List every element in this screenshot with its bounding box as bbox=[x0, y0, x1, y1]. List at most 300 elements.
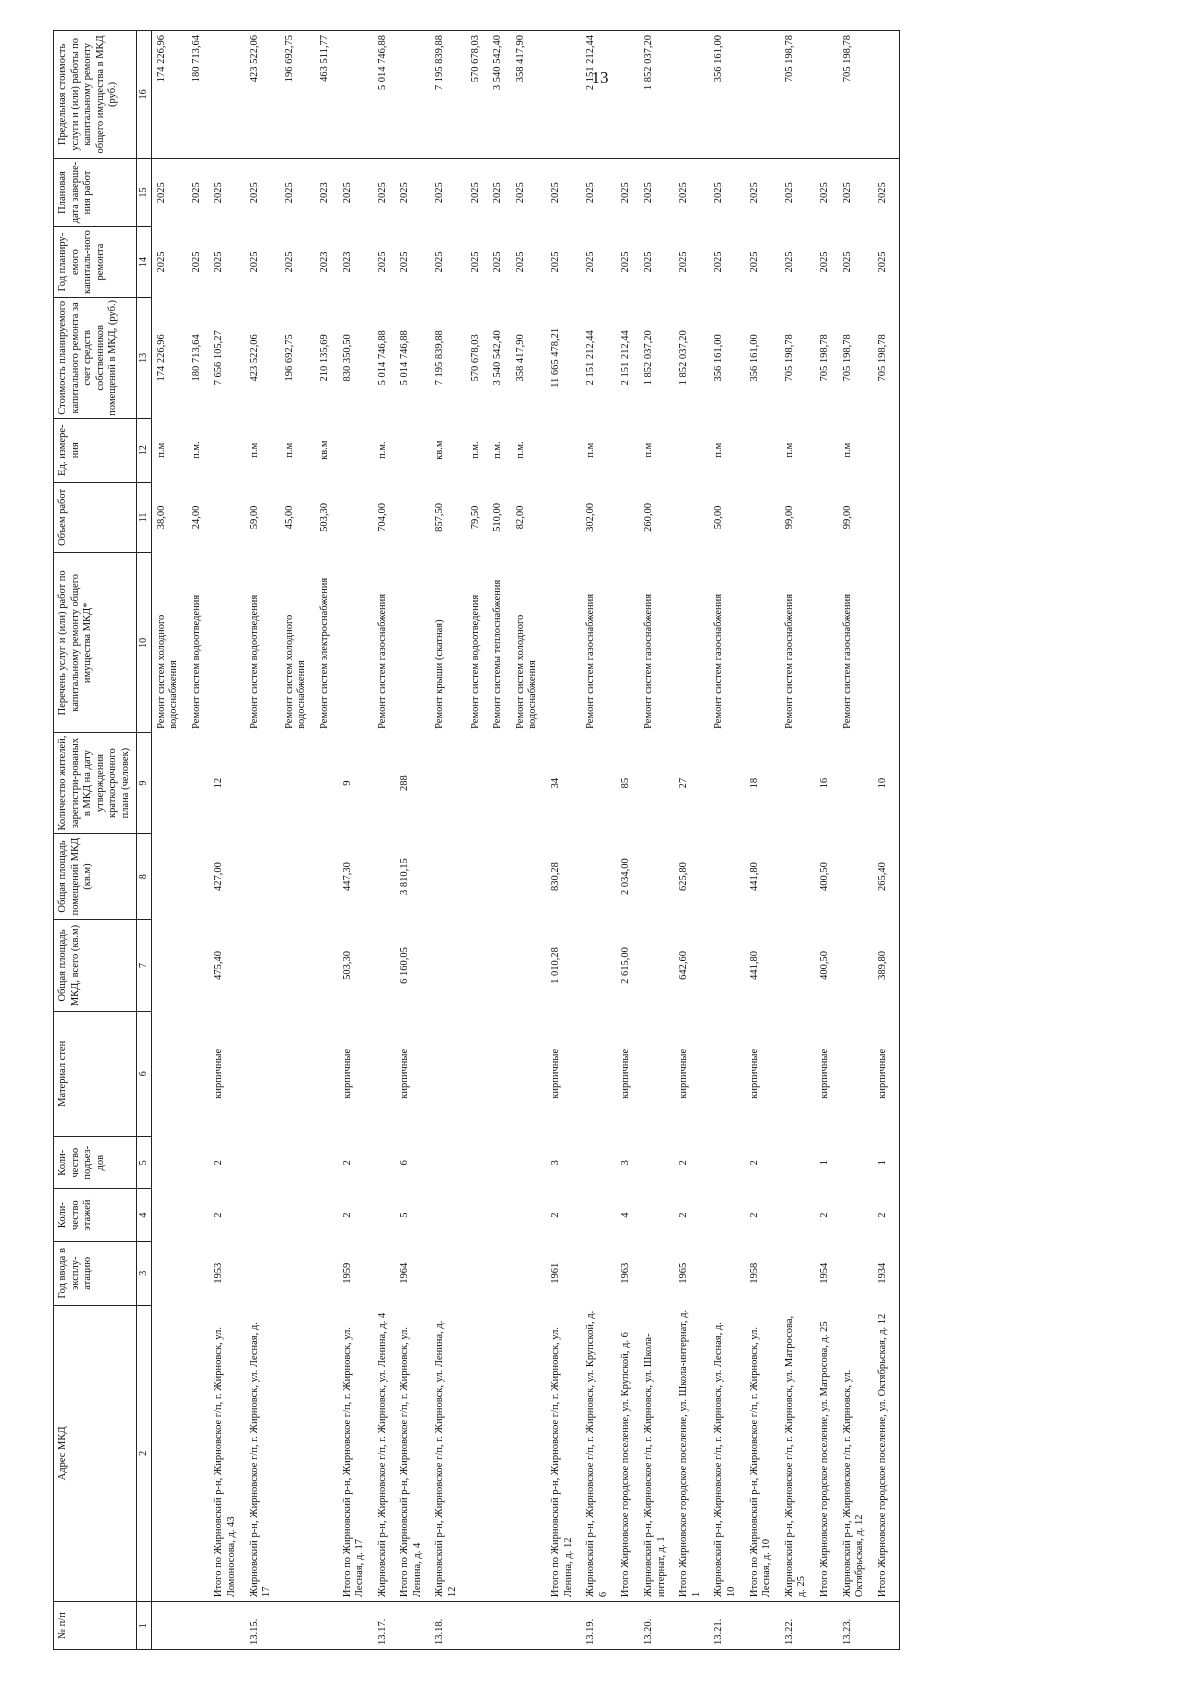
column-number: 5 bbox=[136, 1136, 151, 1188]
table-cell: 358 417,90 bbox=[514, 334, 526, 382]
table-cell: Жирновский р-н, Жирновское г/п, г. Жирновск, ул. Лесная, д. 10 bbox=[713, 1322, 737, 1598]
capital-repair-table bbox=[53, 30, 900, 1650]
table-cell: 830 350,50 bbox=[341, 334, 353, 382]
table-cell: 2025 bbox=[190, 182, 202, 204]
table-cell bbox=[639, 1241, 674, 1305]
table-cell bbox=[815, 31, 838, 159]
table-cell: 2025 bbox=[678, 182, 690, 204]
table-cell bbox=[338, 482, 373, 553]
table-row bbox=[373, 31, 396, 1650]
table-cell: Ремонт систем газоснабжения bbox=[376, 593, 388, 729]
table-cell: 174 226,96 bbox=[151, 31, 187, 159]
column-header: Коли-чество этажей bbox=[54, 1189, 137, 1241]
table-cell: 10 bbox=[873, 733, 900, 833]
table-cell bbox=[616, 31, 639, 159]
column-number: 11 bbox=[136, 482, 151, 553]
table-cell: 196 692,75 bbox=[280, 31, 315, 159]
table-cell: 2 bbox=[341, 1212, 353, 1218]
table-cell: Ремонт систем газоснабжения bbox=[585, 593, 597, 729]
column-header: Общая площадь МКД, всего (кв.м) bbox=[54, 920, 137, 1011]
table-cell bbox=[209, 31, 244, 159]
column-number: 14 bbox=[136, 227, 151, 298]
table-cell bbox=[187, 1602, 210, 1650]
table-cell bbox=[873, 31, 900, 159]
table-cell: 1958 bbox=[748, 1262, 760, 1284]
table-cell bbox=[639, 733, 674, 833]
table-row bbox=[511, 31, 546, 1650]
table-cell: 358 417,90 bbox=[511, 31, 546, 159]
table-cell bbox=[315, 733, 338, 833]
table-cell bbox=[873, 553, 900, 733]
table-cell bbox=[315, 1602, 338, 1650]
table-cell bbox=[373, 733, 396, 833]
table-cell: 3 bbox=[620, 1160, 632, 1166]
table-cell: 2025 bbox=[155, 182, 167, 204]
table-cell: 13.20. bbox=[639, 1602, 674, 1650]
table-cell bbox=[187, 1189, 210, 1241]
table-cell bbox=[315, 833, 338, 920]
table-cell bbox=[315, 1241, 338, 1305]
table-cell bbox=[546, 31, 581, 159]
table-cell bbox=[674, 31, 709, 159]
table-cell: 265,40 bbox=[873, 833, 900, 920]
table-cell bbox=[581, 1189, 616, 1241]
table-cell bbox=[430, 1189, 465, 1241]
table-cell: 705 198,78 bbox=[818, 334, 830, 382]
table-cell bbox=[616, 553, 639, 733]
table-cell: 3 810,15 bbox=[399, 858, 411, 895]
table-cell: 2025 bbox=[678, 251, 690, 273]
column-number-row bbox=[136, 31, 151, 1650]
table-cell: п.м. bbox=[376, 441, 388, 459]
table-cell: 2025 bbox=[873, 158, 900, 226]
table-cell bbox=[151, 1011, 187, 1136]
table-cell: 5 014 746,88 bbox=[399, 330, 411, 386]
table-cell: 1954 bbox=[818, 1262, 830, 1284]
table-cell: п.м bbox=[643, 442, 654, 458]
table-cell: 2025 bbox=[190, 251, 202, 273]
table-cell bbox=[511, 1305, 546, 1601]
table-cell bbox=[280, 833, 315, 920]
table-cell: 705 198,78 bbox=[838, 31, 873, 159]
table-cell: п.м. bbox=[190, 441, 202, 459]
table-row bbox=[430, 31, 465, 1650]
table-row bbox=[209, 31, 244, 1650]
table-cell bbox=[187, 920, 210, 1011]
table-cell bbox=[373, 1189, 396, 1241]
table-cell: Итого по Жирновский р-н, Жирновское г/п, г. Жирновск, ул. Ленина, д. 12 bbox=[550, 1327, 574, 1598]
table-cell: Итого по Жирновский р-н, Жирновское г/п, г. Жирновск, ул. Лесная, д. 17 bbox=[341, 1327, 366, 1598]
table-cell: кирпичные bbox=[748, 1048, 760, 1099]
table-cell: 389,80 bbox=[873, 920, 900, 1011]
table-row bbox=[315, 31, 338, 1650]
table-cell: Ремонт систем холодного водоснабжения bbox=[283, 614, 308, 729]
column-number: 13 bbox=[136, 297, 151, 418]
table-cell bbox=[511, 1136, 546, 1188]
table-cell bbox=[280, 1602, 315, 1650]
column-number: 12 bbox=[136, 418, 151, 482]
table-cell: Итого Жирновское городское поселение, ул. Матросова, д. 25 bbox=[818, 1321, 830, 1598]
table-cell bbox=[338, 1602, 373, 1650]
table-cell: 2025 bbox=[155, 251, 167, 273]
table-cell bbox=[546, 482, 581, 553]
table-cell bbox=[395, 482, 430, 553]
table-cell bbox=[745, 553, 780, 733]
table-cell bbox=[639, 1136, 674, 1188]
column-header: Коли-чество подъез-дов bbox=[54, 1136, 137, 1188]
table-cell bbox=[639, 1189, 674, 1241]
table-cell bbox=[245, 1136, 280, 1188]
table-cell: кирпичные bbox=[620, 1048, 632, 1099]
table-cell: 2025 bbox=[514, 251, 526, 273]
table-cell bbox=[187, 1305, 210, 1601]
table-row bbox=[187, 31, 210, 1650]
table-cell bbox=[209, 482, 244, 553]
table-cell bbox=[373, 920, 396, 1011]
table-cell bbox=[838, 1189, 873, 1241]
column-header: Материал стен bbox=[54, 1011, 137, 1136]
table-cell: 2 bbox=[550, 1212, 562, 1218]
table-cell: 2 bbox=[678, 1160, 690, 1166]
table-cell bbox=[315, 1305, 338, 1601]
table-cell bbox=[373, 1241, 396, 1305]
table-cell: 50,00 bbox=[713, 505, 725, 530]
table-cell: 1965 bbox=[678, 1262, 690, 1284]
table-cell: Ремонт системы теплоснабжения bbox=[492, 579, 504, 729]
table-row bbox=[581, 31, 616, 1650]
table-cell bbox=[780, 833, 815, 920]
table-row bbox=[280, 31, 315, 1650]
table-cell bbox=[466, 1136, 489, 1188]
table-row bbox=[151, 31, 187, 1650]
table-cell: 196 692,75 bbox=[283, 334, 295, 382]
table-cell: 2025 bbox=[873, 227, 900, 298]
table-cell: 24,00 bbox=[190, 505, 202, 530]
table-cell bbox=[209, 418, 244, 482]
table-cell: 400,50 bbox=[818, 862, 830, 891]
table-cell: 260,00 bbox=[643, 502, 654, 532]
table-cell: 2025 bbox=[841, 182, 853, 204]
column-number: 10 bbox=[136, 553, 151, 733]
table-cell bbox=[780, 733, 815, 833]
table-cell bbox=[815, 1602, 838, 1650]
table-cell bbox=[581, 1136, 616, 1188]
table-cell: 475,40 bbox=[213, 951, 225, 980]
table-cell bbox=[639, 1011, 674, 1136]
table-cell: 1961 bbox=[550, 1262, 562, 1284]
table-cell bbox=[639, 833, 674, 920]
table-cell: 2 bbox=[213, 1212, 225, 1218]
table-cell: 210 135,69 bbox=[318, 334, 330, 382]
table-cell: кирпичные bbox=[873, 1011, 900, 1136]
table-cell: 2025 bbox=[341, 182, 353, 204]
table-cell: Ремонт систем газоснабжения bbox=[841, 593, 853, 729]
table-cell: 2025 bbox=[550, 251, 562, 273]
table-cell bbox=[209, 553, 244, 733]
table-cell bbox=[709, 920, 744, 1011]
table-cell bbox=[674, 1602, 709, 1650]
table-cell: п.м bbox=[283, 442, 295, 458]
table-cell: 2025 bbox=[550, 182, 562, 204]
table-cell: 13.15. bbox=[245, 1602, 280, 1650]
table-cell bbox=[511, 733, 546, 833]
table-cell: 9 bbox=[341, 780, 353, 786]
table-row bbox=[745, 31, 780, 1650]
table-cell: 288 bbox=[399, 775, 411, 791]
table-cell: Ремонт систем холодного водоснабжения bbox=[514, 614, 539, 729]
table-cell bbox=[466, 1011, 489, 1136]
table-cell: 2025 bbox=[620, 182, 632, 204]
table-cell: 1953 bbox=[213, 1262, 225, 1284]
table-cell bbox=[245, 833, 280, 920]
table-cell bbox=[488, 1602, 511, 1650]
table-cell: 2025 bbox=[376, 251, 388, 273]
column-number: 6 bbox=[136, 1011, 151, 1136]
table-header-row bbox=[54, 31, 137, 1650]
table-cell bbox=[511, 1602, 546, 1650]
table-cell: 13.18. bbox=[430, 1602, 465, 1650]
table-cell: 3 540 542,40 bbox=[492, 330, 504, 386]
table-cell: 1934 bbox=[873, 1241, 900, 1305]
table-cell: Итого Жирновское городское поселение, ул. Школа-интернат, д. 1 bbox=[678, 1309, 702, 1598]
table-cell bbox=[187, 1136, 210, 1188]
table-cell: 18 bbox=[748, 777, 760, 789]
table-cell: п.м bbox=[585, 442, 597, 458]
table-cell bbox=[280, 733, 315, 833]
table-cell: 705 198,78 bbox=[780, 31, 815, 159]
table-cell: 503,30 bbox=[341, 951, 353, 980]
table-cell bbox=[430, 833, 465, 920]
table-cell bbox=[280, 1136, 315, 1188]
table-cell bbox=[187, 1011, 210, 1136]
table-cell: 705 198,78 bbox=[873, 297, 900, 418]
table-cell: 2025 bbox=[818, 182, 830, 204]
table-cell: Ремонт систем водоотведения bbox=[248, 594, 260, 729]
table-cell: 510,00 bbox=[492, 502, 504, 532]
table-cell: 2025 bbox=[283, 182, 295, 204]
table-cell bbox=[838, 833, 873, 920]
table-cell: 5 014 746,88 bbox=[373, 31, 396, 159]
table-cell: 441,80 bbox=[748, 862, 760, 891]
table-cell bbox=[511, 1189, 546, 1241]
table-cell: 2025 bbox=[748, 251, 760, 273]
table-row bbox=[639, 31, 674, 1650]
table-cell: 1959 bbox=[341, 1262, 353, 1284]
table-cell: 2 bbox=[748, 1212, 760, 1218]
table-cell: п.м. bbox=[469, 441, 481, 459]
table-cell bbox=[338, 553, 373, 733]
table-cell: 34 bbox=[550, 777, 562, 789]
column-number: 1 bbox=[136, 1602, 151, 1650]
table-cell bbox=[187, 1241, 210, 1305]
table-cell: 99,00 bbox=[783, 505, 795, 530]
table-cell bbox=[815, 418, 838, 482]
table-cell: Ремонт систем водоотведения bbox=[190, 594, 202, 729]
table-cell: Итого по Жирновский р-н, Жирновское г/п, г. Жирновск, ул. Ленина, д. 4 bbox=[399, 1327, 423, 1598]
table-cell bbox=[780, 1189, 815, 1241]
table-row bbox=[395, 31, 430, 1650]
table-cell: 2 bbox=[213, 1160, 225, 1166]
table-cell: 356 161,00 bbox=[713, 334, 725, 382]
table-cell bbox=[581, 1241, 616, 1305]
table-cell: 13.21. bbox=[709, 1602, 744, 1650]
column-number: 4 bbox=[136, 1189, 151, 1241]
table-cell: 180 713,64 bbox=[190, 334, 202, 382]
table-cell bbox=[373, 833, 396, 920]
table-cell: 356 161,00 bbox=[709, 31, 744, 159]
table-cell: Ремонт систем газоснабжения bbox=[643, 593, 654, 729]
table-cell bbox=[187, 733, 210, 833]
table-cell bbox=[815, 482, 838, 553]
table-cell bbox=[709, 1136, 744, 1188]
table-cell: Жирновский р-н, Жирновское г/п, г. Жирновск, ул. Ленина, д. 4 bbox=[376, 1312, 388, 1598]
table-cell bbox=[395, 31, 430, 159]
table-cell bbox=[151, 733, 187, 833]
table-row bbox=[245, 31, 280, 1650]
table-cell: Итого по Жирновский р-н, Жирновское г/п, г. Жирновск, ул. Ломоносова, д. 43 bbox=[213, 1327, 237, 1598]
table-cell bbox=[546, 418, 581, 482]
table-cell: 7 656 105,27 bbox=[213, 330, 225, 386]
table-cell bbox=[674, 418, 709, 482]
table-cell: п.м bbox=[155, 442, 167, 458]
table-body bbox=[151, 31, 900, 1650]
table-cell: п.м bbox=[713, 442, 725, 458]
table-cell bbox=[745, 482, 780, 553]
table-cell bbox=[709, 1241, 744, 1305]
table-cell: 5 014 746,88 bbox=[376, 330, 388, 386]
table-cell bbox=[466, 1241, 489, 1305]
table-cell: 6 160,05 bbox=[399, 947, 411, 984]
table-cell bbox=[488, 1305, 511, 1601]
table-cell: Итого Жирновское городское поселение, ул. Крупской, д. 6 bbox=[620, 1332, 632, 1598]
table-cell bbox=[581, 733, 616, 833]
table-cell: 1 010,28 bbox=[550, 947, 562, 984]
table-cell bbox=[581, 833, 616, 920]
table-cell bbox=[488, 733, 511, 833]
table-cell: 7 195 839,88 bbox=[430, 31, 465, 159]
table-cell bbox=[780, 920, 815, 1011]
table-row bbox=[838, 31, 873, 1650]
table-cell bbox=[873, 1602, 900, 1650]
table-cell: 400,50 bbox=[818, 951, 830, 980]
table-cell bbox=[511, 1011, 546, 1136]
column-number: 16 bbox=[136, 31, 151, 159]
table-cell: 642,60 bbox=[678, 951, 690, 980]
table-cell: 13.17. bbox=[373, 1602, 396, 1650]
table-cell: 2025 bbox=[713, 182, 725, 204]
table-cell: 2 bbox=[748, 1160, 760, 1166]
table-cell: кирпичные bbox=[678, 1048, 690, 1099]
table-cell: Жирновский р-н, Жирновское г/п, г. Жирновск, ул. Школа-интернат, д. 1 bbox=[643, 1333, 667, 1598]
table-cell: 423 522,06 bbox=[245, 31, 280, 159]
table-cell bbox=[838, 920, 873, 1011]
column-header: № п/п bbox=[54, 1602, 137, 1650]
table-cell: 570 678,03 bbox=[469, 334, 481, 382]
table-cell bbox=[280, 1189, 315, 1241]
table-cell: 356 161,00 bbox=[748, 334, 760, 382]
table-row bbox=[616, 31, 639, 1650]
table-cell: Итого Жирновское городское поселение, ул. Октябрьская, д. 12 bbox=[873, 1305, 900, 1601]
table-cell bbox=[466, 733, 489, 833]
table-row bbox=[488, 31, 511, 1650]
table-cell bbox=[280, 1011, 315, 1136]
table-cell bbox=[245, 1241, 280, 1305]
table-cell: 2025 bbox=[748, 182, 760, 204]
table-cell: 6 bbox=[399, 1160, 411, 1166]
table-cell: 79,50 bbox=[469, 505, 481, 530]
column-number: 15 bbox=[136, 158, 151, 226]
table-cell: 16 bbox=[818, 777, 830, 789]
column-number: 3 bbox=[136, 1241, 151, 1305]
table-cell: 2025 bbox=[376, 182, 388, 204]
table-cell: 830,28 bbox=[550, 862, 562, 891]
column-header: Год планиру-емого капиталь-ного ремонта bbox=[54, 227, 137, 298]
table-cell bbox=[430, 920, 465, 1011]
table-cell: 2 bbox=[678, 1212, 690, 1218]
table-cell bbox=[709, 733, 744, 833]
table-cell bbox=[209, 1602, 244, 1650]
table-cell bbox=[838, 733, 873, 833]
table-cell: кирпичные bbox=[399, 1048, 411, 1099]
table-cell bbox=[639, 920, 674, 1011]
column-header: Общая площадь помещений МКД (кв.м) bbox=[54, 833, 137, 920]
table-cell: 2025 bbox=[248, 182, 260, 204]
table-cell: 2 151 212,44 bbox=[620, 330, 632, 386]
table-cell: 1 bbox=[873, 1136, 900, 1188]
table-cell: 5 bbox=[399, 1212, 411, 1218]
table-cell: 705 198,78 bbox=[841, 334, 853, 382]
table-cell bbox=[151, 1241, 187, 1305]
table-cell: 2 615,00 bbox=[620, 947, 632, 984]
table-cell bbox=[511, 920, 546, 1011]
table-cell: 7 195 839,88 bbox=[434, 330, 446, 386]
column-header: Предельная стоимость услуги и (или) работы по капитальному ремонту общего имущества в МКД (руб.) bbox=[54, 31, 137, 159]
table-cell: 1 852 037,20 bbox=[643, 330, 654, 386]
table-cell: 2025 bbox=[783, 182, 795, 204]
table-cell bbox=[488, 1136, 511, 1188]
column-number: 7 bbox=[136, 920, 151, 1011]
table-cell bbox=[838, 1241, 873, 1305]
table-cell: 2025 bbox=[783, 251, 795, 273]
table-cell bbox=[395, 418, 430, 482]
table-cell: 302,00 bbox=[585, 502, 597, 532]
table-cell: 2023 bbox=[318, 182, 330, 204]
table-cell bbox=[466, 833, 489, 920]
table-cell: 3 540 542,40 bbox=[488, 31, 511, 159]
table-cell: 2 bbox=[818, 1212, 830, 1218]
table-cell: 13.19. bbox=[581, 1602, 616, 1650]
table-cell: п.м. bbox=[514, 441, 526, 459]
column-header: Адрес МКД bbox=[54, 1305, 137, 1601]
table-cell: кирпичные bbox=[550, 1048, 562, 1099]
table-cell bbox=[280, 1241, 315, 1305]
table-cell: 441,80 bbox=[748, 951, 760, 980]
table-cell bbox=[745, 1602, 780, 1650]
table-cell: Жирновский р-н, Жирновское г/п, г. Жирновск, ул. Ленина, д. 12 bbox=[434, 1320, 459, 1598]
table-cell: кирпичные bbox=[213, 1048, 225, 1099]
table-cell: 3 bbox=[550, 1160, 562, 1166]
table-cell: 99,00 bbox=[841, 505, 853, 530]
table-cell bbox=[466, 1602, 489, 1650]
table-cell: 4 bbox=[620, 1212, 632, 1218]
table-cell: 2025 bbox=[643, 182, 654, 204]
table-cell: 423 522,06 bbox=[248, 334, 260, 382]
table-cell: Ремонт систем газоснабжения bbox=[713, 593, 725, 729]
column-header: Стоимость планируемого капитального ремонта за счет средств собственников помещений в МКД, (руб.) bbox=[54, 297, 137, 418]
table-cell: 1 852 037,20 bbox=[678, 330, 690, 386]
table-cell bbox=[280, 920, 315, 1011]
table-cell: п.м. bbox=[492, 441, 504, 459]
